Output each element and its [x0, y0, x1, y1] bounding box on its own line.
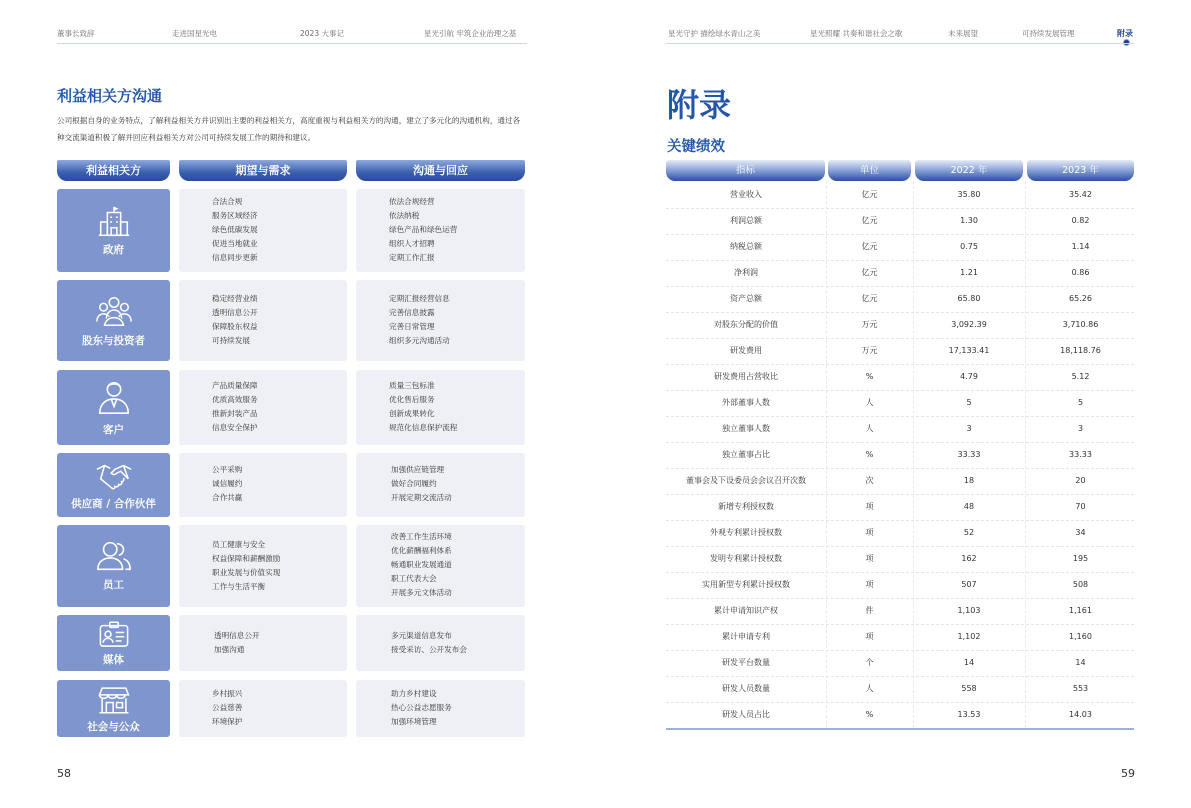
kpi-unit: 亿元	[861, 268, 878, 277]
kpi-row	[666, 260, 1134, 286]
response-item: 加强供应链管理	[391, 465, 445, 474]
kpi-value-2022: 1.21	[960, 268, 978, 277]
kpi-value-2023: 33.33	[1069, 450, 1092, 459]
stakeholder-name: 股东与投资者	[82, 335, 145, 347]
kpi-indicator: 纳税总额	[730, 242, 762, 251]
kpi-unit: 人	[865, 424, 874, 433]
kpi-row	[666, 182, 1134, 208]
response-item: 完善日常管理	[389, 322, 435, 331]
response-item: 依法纳税	[389, 211, 420, 220]
kpi-value-2023: 1,160	[1069, 632, 1092, 641]
kpi-row	[666, 520, 1134, 546]
kpi-row	[666, 390, 1134, 416]
row-divider	[666, 234, 1134, 235]
stakeholder-name: 供应商 / 合作伙伴	[71, 498, 156, 510]
need-item: 公益慈善	[212, 703, 243, 712]
response-item: 开展多元文体活动	[391, 588, 452, 597]
responses-cell	[356, 370, 525, 445]
kpi-row	[666, 234, 1134, 260]
response-item: 做好合同履约	[391, 479, 437, 488]
row-divider	[666, 286, 1134, 287]
kpi-value-2023: 14.03	[1069, 710, 1092, 719]
kpi-row	[666, 702, 1134, 728]
kpi-value-2022: 35.80	[957, 190, 981, 199]
need-item: 透明信息公开	[212, 308, 258, 317]
response-item: 加强环境管理	[391, 717, 437, 726]
kpi-value-2022: 65.80	[957, 294, 981, 303]
response-item: 开展定期交流活动	[391, 493, 452, 502]
kpi-value-2023: 1.14	[1071, 242, 1090, 251]
kpi-value-2023: 5	[1077, 398, 1084, 407]
kpi-value-2023: 0.86	[1071, 268, 1090, 277]
kpi-indicator: 研发人员数量	[722, 684, 770, 693]
row-divider	[666, 208, 1134, 209]
need-item: 绿色低碳发展	[212, 225, 258, 234]
nav-item-sustainability[interactable]: 可持续发展管理	[1022, 29, 1075, 38]
need-item: 保障股东权益	[212, 322, 258, 331]
row-divider	[666, 312, 1134, 313]
response-item: 绿色产品和绿色运营	[389, 225, 458, 234]
stakeholder-box	[57, 280, 170, 361]
kpi-subtitle: 关键绩效	[667, 139, 725, 155]
row-divider	[666, 468, 1134, 469]
top-navigation	[0, 0, 1191, 44]
kpi-unit: 次	[865, 476, 874, 485]
kpi-row	[666, 312, 1134, 338]
response-item: 定期汇报经营信息	[389, 294, 450, 303]
need-item: 加强沟通	[214, 645, 245, 654]
kpi-indicator: 研发费用占营收比	[714, 372, 778, 381]
kpi-value-2022: 13.53	[957, 710, 981, 719]
kpi-value-2022: 33.33	[957, 450, 981, 459]
stakeholder-name: 社会与公众	[87, 721, 140, 733]
need-item: 诚信履约	[212, 479, 243, 488]
stakeholder-box	[57, 680, 170, 737]
stakeholder-row-media	[57, 615, 525, 671]
kpi-value-2022: 162	[961, 554, 977, 563]
stakeholder-row-community	[57, 680, 525, 737]
kpi-value-2023: 14	[1075, 658, 1086, 667]
stakeholder-name: 媒体	[103, 654, 124, 666]
kpi-row	[666, 442, 1134, 468]
kpi-unit: 亿元	[861, 190, 878, 199]
kpi-unit: 个	[865, 658, 874, 667]
kpi-unit: 项	[865, 502, 874, 511]
table-header-indicator: 指标	[666, 160, 825, 181]
kpi-value-2022: 18	[963, 476, 975, 485]
row-divider	[666, 676, 1134, 677]
kpi-value-2023: 3	[1077, 424, 1084, 433]
response-item: 接受采访、公开发布会	[391, 645, 467, 654]
kpi-value-2023: 18,118.76	[1060, 346, 1101, 355]
stakeholder-row-customers	[57, 370, 525, 445]
kpi-value-2023: 0.82	[1071, 216, 1090, 225]
kpi-value-2022: 1,102	[957, 632, 981, 641]
kpi-value-2023: 20	[1075, 476, 1086, 485]
kpi-value-2022: 4.79	[960, 372, 978, 381]
kpi-indicator: 外观专利累计授权数	[710, 528, 782, 537]
kpi-indicator: 资产总额	[730, 294, 762, 303]
handshake-icon	[95, 456, 133, 494]
needs-cell	[179, 453, 347, 517]
kpi-unit: 件	[865, 606, 874, 615]
responses-cell	[356, 680, 525, 737]
response-item: 助力乡村建设	[391, 689, 437, 698]
nav-item-appendix-active[interactable]: 附录	[1117, 29, 1133, 38]
kpi-row	[666, 572, 1134, 598]
needs-cell	[179, 615, 347, 671]
table-header-2023: 2023 年	[1027, 160, 1134, 181]
stakeholder-box	[57, 525, 170, 607]
needs-cell	[179, 370, 347, 445]
kpi-indicator: 外部董事人数	[722, 398, 770, 407]
section-intro: 公司根据自身的业务特点，了解利益相关方并识别出主要的利益相关方，高度重视与利益相关方的沟通，建立了多元化的沟通机构，通过各种交流渠道积极了解并回应利益相关方对公司可持续发展工作的期待和建议。	[57, 116, 521, 142]
shareholders-group-icon	[95, 292, 133, 330]
row-divider	[666, 572, 1134, 573]
stakeholder-box	[57, 189, 170, 272]
kpi-indicator: 实用新型专利累计授权数	[702, 580, 790, 589]
table-header-unit: 单位	[828, 160, 911, 181]
kpi-value-2022: 48	[963, 502, 975, 511]
kpi-value-2023: 3,710.86	[1062, 320, 1099, 329]
col-header-stakeholder: 利益相关方	[57, 160, 170, 181]
need-item: 信息同步更新	[212, 253, 258, 262]
needs-cell	[179, 189, 347, 272]
need-item: 稳定经营业绩	[212, 294, 258, 303]
response-item: 规范化信息保护流程	[389, 423, 458, 432]
kpi-indicator: 研发人员占比	[722, 710, 770, 719]
kpi-indicator: 净利润	[734, 268, 758, 277]
nav-item-about[interactable]: 走进国星光电	[172, 29, 217, 38]
community-store-icon	[97, 683, 131, 717]
kpi-value-2022: 0.75	[960, 242, 978, 251]
kpi-unit: %	[865, 450, 874, 459]
kpi-value-2023: 195	[1072, 554, 1089, 563]
kpi-unit: 亿元	[861, 216, 878, 225]
customer-person-icon	[95, 378, 133, 416]
row-divider	[666, 624, 1134, 625]
nav-item-environment[interactable]: 星光守护 描绘绿水青山之美	[668, 29, 761, 38]
kpi-unit: 项	[865, 632, 874, 641]
response-item: 定期工作汇报	[389, 253, 435, 262]
kpi-indicator: 独立董事人数	[722, 424, 770, 433]
response-item: 组织多元沟通活动	[389, 336, 450, 345]
kpi-value-2022: 1.30	[960, 216, 978, 225]
responses-cell	[356, 189, 525, 272]
need-item: 公平采购	[212, 465, 243, 474]
kpi-indicator: 研发费用	[730, 346, 762, 355]
row-divider	[666, 364, 1134, 365]
row-divider	[666, 702, 1134, 703]
kpi-row	[666, 286, 1134, 312]
kpi-value-2022: 1,103	[957, 606, 981, 615]
kpi-value-2022: 507	[961, 580, 977, 589]
employees-icon	[95, 537, 133, 575]
kpi-unit: 万元	[861, 346, 878, 355]
need-item: 合法合规	[212, 197, 243, 206]
kpi-indicator: 独立董事占比	[722, 450, 770, 459]
kpi-row	[666, 494, 1134, 520]
nav-item-chairman[interactable]: 董事长致辞	[57, 29, 95, 38]
response-item: 畅通职业发展通道	[391, 560, 452, 569]
kpi-value-2022: 14	[963, 658, 975, 667]
need-item: 职业发展与价值实现	[212, 568, 281, 577]
col-header-responses: 沟通与回应	[356, 160, 525, 181]
kpi-unit: 人	[865, 684, 874, 693]
kpi-indicator: 董事会及下设委员会会议召开次数	[686, 476, 806, 485]
media-id-card-icon	[97, 618, 131, 652]
nav-item-society[interactable]: 星光照耀 共奏和谐社会之歌	[810, 29, 903, 38]
kpi-row	[666, 468, 1134, 494]
kpi-value-2022: 3,092.39	[951, 320, 987, 329]
response-item: 优化薪酬福利体系	[391, 546, 452, 555]
row-divider	[666, 442, 1134, 443]
stakeholder-row-suppliers	[57, 453, 525, 517]
need-item: 工作与生活平衡	[212, 582, 266, 591]
row-divider	[666, 650, 1134, 651]
response-item: 质量三包标准	[389, 381, 435, 390]
kpi-value-2022: 17,133.41	[948, 346, 990, 355]
table-bottom-rule	[666, 728, 1134, 730]
need-item: 乡村振兴	[212, 689, 243, 698]
need-item: 透明信息公开	[214, 631, 260, 640]
kpi-row	[666, 364, 1134, 390]
nav-item-governance[interactable]: 星光引航 牢筑企业治理之基	[424, 29, 517, 38]
government-building-icon	[95, 203, 133, 241]
appendix-title: 附录	[667, 86, 732, 124]
response-item: 组织人才招聘	[389, 239, 435, 248]
stakeholder-row-government	[57, 189, 525, 272]
kpi-unit: 项	[865, 528, 874, 537]
page-number-right: 59	[1121, 767, 1135, 780]
kpi-indicator: 发明专利累计授权数	[710, 554, 782, 563]
kpi-value-2023: 1,161	[1069, 606, 1092, 615]
kpi-value-2023: 70	[1075, 502, 1086, 511]
row-divider	[666, 598, 1134, 599]
row-divider	[666, 494, 1134, 495]
page-number-left: 58	[57, 767, 71, 780]
need-item: 促进当地就业	[212, 239, 258, 248]
section-title: 利益相关方沟通	[57, 87, 163, 105]
need-item: 产品质量保障	[212, 381, 258, 390]
row-divider	[666, 416, 1134, 417]
row-divider	[666, 546, 1134, 547]
kpi-value-2023: 553	[1072, 684, 1089, 693]
kpi-value-2022: 5	[966, 398, 972, 407]
needs-cell	[179, 280, 347, 361]
kpi-unit: %	[865, 372, 874, 381]
nav-item-milestones[interactable]: 2023 大事记	[300, 29, 344, 38]
kpi-row	[666, 624, 1134, 650]
need-item: 可持续发展	[212, 336, 250, 345]
kpi-value-2023: 65.26	[1069, 294, 1092, 303]
nav-divider-left	[57, 43, 527, 44]
table-header-2022: 2022 年	[915, 160, 1023, 181]
needs-cell	[179, 525, 347, 607]
stakeholder-row-employees	[57, 525, 525, 607]
kpi-value-2023: 35.42	[1069, 190, 1092, 199]
kpi-indicator: 对股东分配的价值	[714, 320, 778, 329]
kpi-indicator: 累计申请专利	[722, 632, 770, 641]
nav-divider-right	[666, 43, 1134, 44]
kpi-row	[666, 598, 1134, 624]
kpi-indicator: 营业收入	[730, 190, 762, 199]
kpi-indicator: 研发平台数量	[722, 658, 770, 667]
response-item: 改善工作生活环境	[391, 532, 452, 541]
kpi-value-2022: 3	[966, 424, 972, 433]
kpi-value-2023: 34	[1075, 528, 1086, 537]
kpi-value-2022: 52	[963, 528, 975, 537]
kpi-unit: 万元	[861, 320, 878, 329]
response-item: 依法合规经营	[389, 197, 435, 206]
kpi-row	[666, 676, 1134, 702]
kpi-row	[666, 650, 1134, 676]
response-item: 多元渠道信息发布	[391, 631, 452, 640]
response-item: 热心公益志愿服务	[391, 703, 452, 712]
response-item: 创新成果转化	[389, 409, 435, 418]
need-item: 合作共赢	[212, 493, 243, 502]
stakeholder-name: 客户	[103, 424, 124, 436]
stakeholder-name: 员工	[103, 579, 124, 591]
kpi-value-2022: 558	[961, 684, 977, 693]
stakeholder-row-shareholders	[57, 280, 525, 361]
stakeholder-box	[57, 615, 170, 671]
kpi-row	[666, 416, 1134, 442]
stakeholder-box	[57, 453, 170, 517]
need-item: 权益保障和薪酬激励	[212, 554, 281, 563]
need-item: 员工健康与安全	[212, 540, 266, 549]
stakeholder-box	[57, 370, 170, 445]
response-item: 职工代表大会	[391, 574, 437, 583]
response-item: 优化售后服务	[389, 395, 435, 404]
need-item: 优质高效服务	[212, 395, 258, 404]
kpi-value-2023: 508	[1072, 580, 1089, 589]
responses-cell	[356, 280, 525, 361]
kpi-indicator: 累计申请知识产权	[714, 606, 778, 615]
needs-cell	[179, 680, 347, 737]
need-item: 信息安全保护	[212, 423, 258, 432]
row-divider	[666, 260, 1134, 261]
col-header-needs: 期望与需求	[179, 160, 347, 181]
row-divider	[666, 390, 1134, 391]
kpi-unit: %	[865, 710, 874, 719]
row-divider	[666, 338, 1134, 339]
kpi-unit: 亿元	[861, 294, 878, 303]
kpi-unit: 项	[865, 580, 874, 589]
response-item: 完善信息披露	[389, 308, 435, 317]
stakeholder-name: 政府	[103, 244, 124, 256]
row-divider	[666, 520, 1134, 521]
responses-cell	[356, 525, 525, 607]
responses-cell	[356, 453, 525, 517]
nav-item-outlook[interactable]: 未来展望	[948, 29, 978, 38]
kpi-row	[666, 338, 1134, 364]
kpi-value-2023: 5.12	[1071, 372, 1090, 381]
kpi-indicator: 利润总额	[730, 216, 762, 225]
kpi-row	[666, 208, 1134, 234]
need-item: 环境保护	[212, 717, 243, 726]
kpi-unit: 人	[865, 398, 874, 407]
need-item: 推新封装产品	[212, 409, 258, 418]
responses-cell	[356, 615, 525, 671]
kpi-unit: 项	[865, 554, 874, 563]
kpi-unit: 亿元	[861, 242, 878, 251]
kpi-row	[666, 546, 1134, 572]
kpi-indicator: 新增专利授权数	[718, 502, 774, 511]
need-item: 服务区域经济	[212, 211, 258, 220]
